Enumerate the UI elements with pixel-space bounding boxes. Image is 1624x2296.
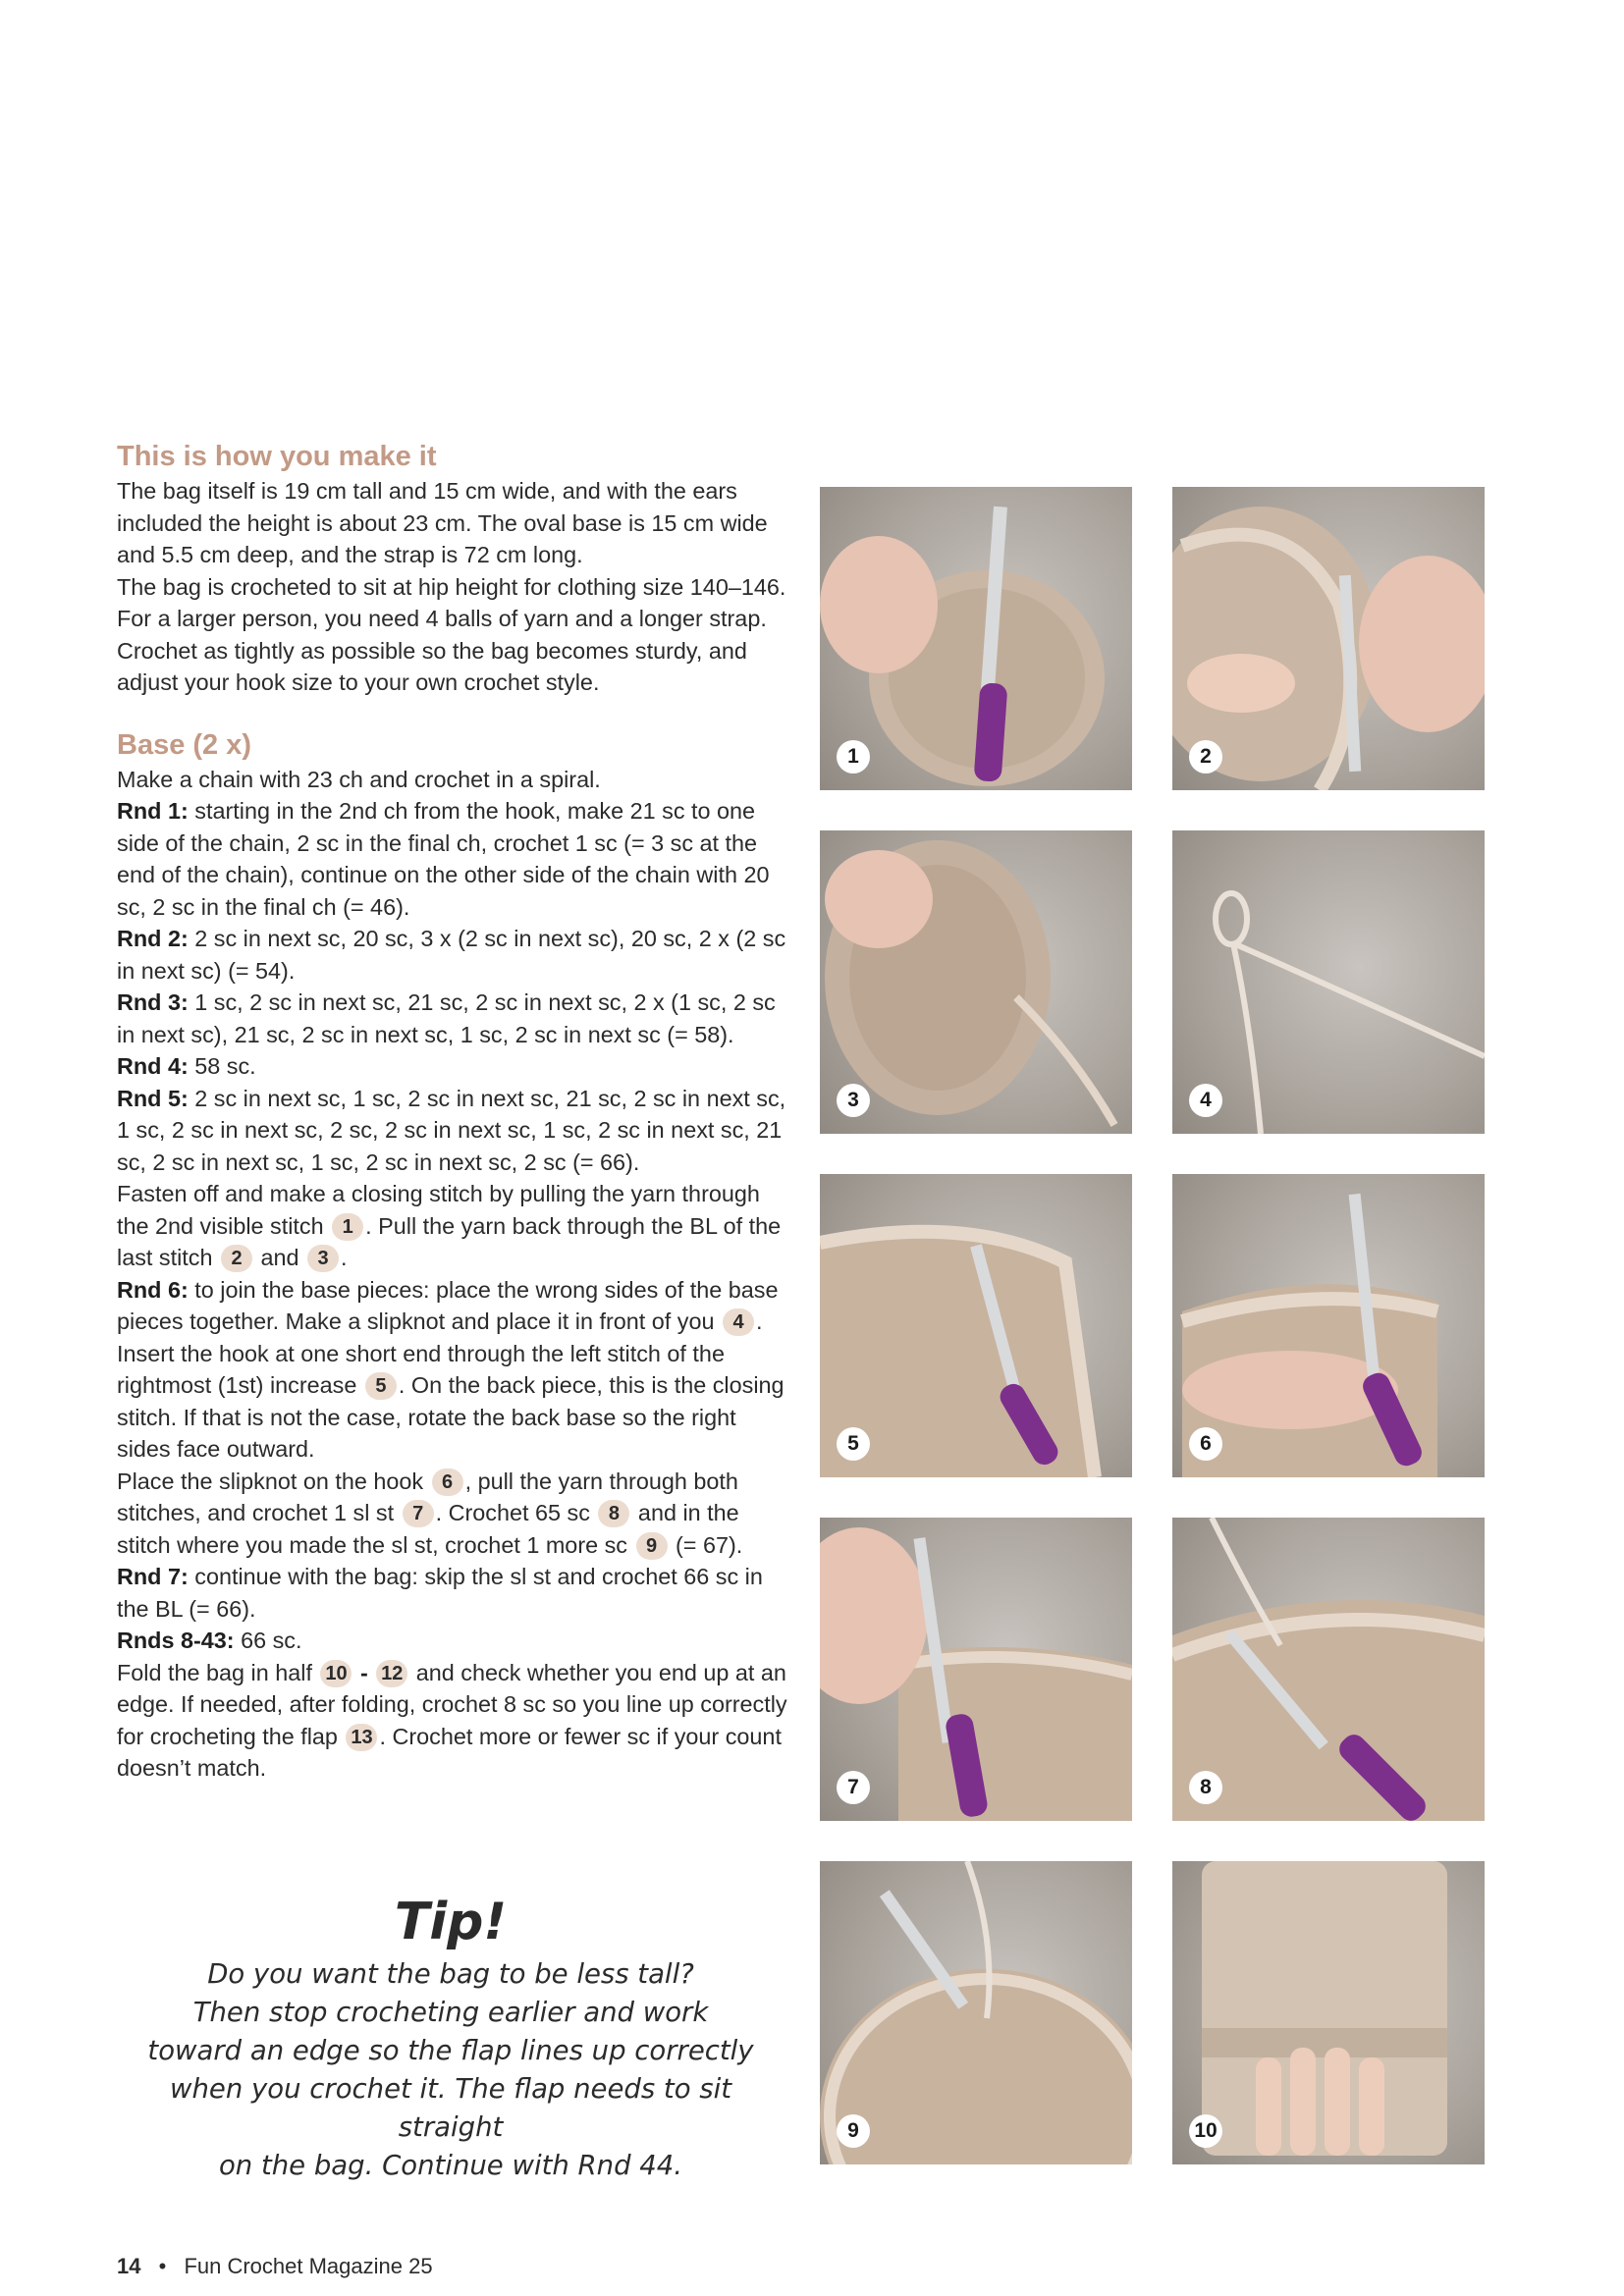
- step-badge: 9: [636, 1532, 668, 1560]
- round-4: [117, 1050, 794, 1083]
- fasten-off-paragraph: [117, 1178, 794, 1274]
- tip-line: Then stop crocheting earlier and work: [192, 1997, 709, 2028]
- fold-paragraph: [117, 1657, 794, 1785]
- step-badge: 3: [307, 1245, 339, 1272]
- round-2: [117, 923, 794, 987]
- text-run: . Crochet more or fewer sc if your count doesn’t match.: [117, 1723, 782, 1781]
- round-6: [117, 1274, 794, 1466]
- page-number: 14: [117, 2254, 141, 2278]
- crochet-photo-illustration: [1172, 487, 1485, 790]
- text-run: , pull the yarn through both stitches, and crochet 1 sl st: [117, 1468, 738, 1525]
- step-photo-6: [1172, 1174, 1485, 1477]
- photo-number: 4: [1189, 1084, 1222, 1117]
- step-badge: 6: [432, 1468, 463, 1496]
- step-badge: 10: [320, 1660, 352, 1687]
- photo-number: 1: [837, 740, 870, 774]
- step-photo-4: [1172, 830, 1485, 1134]
- round-text: 1 sc, 2 sc in next sc, 21 sc, 2 sc in next sc, 2 x (1 sc, 2 sc in next sc), 21 sc, 2 sc in next sc, 1 sc, 2 sc in next sc (= 58).: [117, 989, 776, 1047]
- round-label: Rnd 6:: [117, 1276, 189, 1303]
- step-photo-7: [820, 1518, 1132, 1821]
- section-heading: This is how you make it: [117, 441, 437, 472]
- text-run: . Insert the hook at one short end through the left stitch of the rightmost (1st) increase: [117, 1308, 763, 1398]
- text-run: . Pull the yarn back through the BL of the last stitch: [117, 1212, 782, 1270]
- crochet-photo-illustration: [820, 1518, 1132, 1821]
- step-badge: 2: [221, 1245, 252, 1272]
- tip-line: toward an edge so the flap lines up correctly: [147, 2035, 754, 2066]
- round-label: Rnd 7:: [117, 1564, 189, 1589]
- photo-number: 9: [837, 2114, 870, 2148]
- text-run: (= 67).: [669, 1531, 743, 1558]
- crochet-photo-illustration: [1172, 830, 1485, 1134]
- tip-line: when you crochet it. The flap needs to sit straight: [169, 2073, 732, 2143]
- tip-box: [117, 1893, 785, 2185]
- photo-number: 2: [1189, 740, 1222, 774]
- tip-line: on the bag. Continue with Rnd 44.: [218, 2150, 683, 2181]
- step-photo-9: [820, 1861, 1132, 2164]
- round-label: Rnd 1:: [117, 798, 189, 824]
- round-3: [117, 987, 794, 1050]
- magazine-name: Fun Crochet Magazine 25: [184, 2254, 433, 2278]
- round-1: [117, 795, 794, 923]
- photo-number: 7: [837, 1771, 870, 1804]
- range-dash: -: [353, 1659, 375, 1685]
- base-intro: Make a chain with 23 ch and crochet in a spiral.: [117, 766, 601, 792]
- text-run: Fasten off and make a closing stitch by pulling the yarn through the 2nd visible stitch: [117, 1181, 760, 1239]
- round-7: [117, 1561, 794, 1625]
- base-heading: Base (2 x): [117, 728, 252, 761]
- photo-number: 3: [837, 1084, 870, 1117]
- crochet-photo-illustration: [1172, 1518, 1485, 1821]
- crochet-photo-illustration: [820, 1174, 1132, 1477]
- rounds-8-43: [117, 1625, 794, 1657]
- round-text: 2 sc in next sc, 1 sc, 2 sc in next sc, 21 sc, 2 sc in next sc, 1 sc, 2 sc in next sc, 2 sc, 2 sc in next sc, 1 sc, 2 sc in next sc, 21 sc, 2 sc in next sc, 1 sc, 2 sc in next sc, 2 sc (= 66).: [117, 1085, 786, 1175]
- photo-number: 10: [1189, 2114, 1222, 2148]
- photo-number: 8: [1189, 1771, 1222, 1804]
- intro-paragraph-1: The bag itself is 19 cm tall and 15 cm wide, and with the ears included the height is about 23 cm. The oval base is 15 cm wide and 5.5 cm deep, and the strap is 72 cm long.: [117, 478, 768, 567]
- instructions-column: [117, 440, 794, 1785]
- step-photo-3: [820, 830, 1132, 1134]
- step-badge: 1: [332, 1213, 363, 1241]
- photo-number: 5: [837, 1427, 870, 1461]
- tip-line: Do you want the bag to be less tall?: [207, 1958, 694, 1990]
- round-text: continue with the bag: skip the sl st and crochet 66 sc in the BL (= 66).: [117, 1564, 763, 1622]
- crochet-photo-illustration: [820, 830, 1132, 1134]
- round-text: 58 sc.: [188, 1053, 256, 1079]
- step-badge: 7: [403, 1500, 434, 1527]
- step-photo-10: [1172, 1861, 1485, 2164]
- text-run: and: [254, 1245, 306, 1270]
- text-run: .: [341, 1245, 348, 1270]
- text-run: and in the stitch where you made the sl st, crochet 1 more sc: [117, 1500, 739, 1558]
- slipknot-paragraph: [117, 1466, 794, 1562]
- crochet-photo-illustration: [1172, 1861, 1485, 2164]
- step-badge: 5: [365, 1372, 397, 1400]
- tip-title: Tip!: [394, 1893, 508, 1951]
- round-label: Rnd 2:: [117, 926, 189, 951]
- step-badge: 4: [723, 1308, 754, 1336]
- step-photo-1: [820, 487, 1132, 790]
- round-text: 2 sc in next sc, 20 sc, 3 x (2 sc in next sc), 20 sc, 2 x (2 sc in next sc) (= 54).: [117, 926, 786, 984]
- text-run: . Crochet 65 sc: [435, 1500, 597, 1525]
- crochet-photo-illustration: [820, 1861, 1132, 2164]
- step-photo-2: [1172, 487, 1485, 790]
- round-5: [117, 1083, 794, 1179]
- step-photo-8: [1172, 1518, 1485, 1821]
- round-text: 66 sc.: [234, 1628, 302, 1653]
- step-badge: 8: [598, 1500, 629, 1527]
- intro-paragraph-2: The bag is crocheted to sit at hip height for clothing size 140–146. For a larger person, you need 4 balls of yarn and a longer strap. Crochet as tightly as possible so the bag becomes sturdy, and adjust your hook size to your own crochet style.: [117, 573, 786, 695]
- text-run: and check whether you end up at an edge. If needed, after folding, crochet 8 sc so you line up correctly for crocheting the flap: [117, 1659, 787, 1749]
- text-run: Fold the bag in half: [117, 1659, 319, 1685]
- round-label: Rnd 5:: [117, 1085, 189, 1111]
- step-badge: 13: [346, 1724, 377, 1751]
- text-run: . On the back piece, this is the closing stitch. If that is not the case, rotate the back base so the right sides face outward.: [117, 1372, 785, 1462]
- photo-number: 6: [1189, 1427, 1222, 1461]
- round-label: Rnd 4:: [117, 1053, 189, 1079]
- page-footer: [117, 2254, 433, 2279]
- step-photo-5: [820, 1174, 1132, 1477]
- round-label: Rnds 8-43:: [117, 1628, 235, 1653]
- crochet-photo-illustration: [820, 487, 1132, 790]
- footer-separator: •: [158, 2254, 167, 2278]
- text-run: to join the base pieces: place the wrong sides of the base pieces together. Make a slipknot and place it in front of you: [117, 1276, 779, 1334]
- round-text: starting in the 2nd ch from the hook, make 21 sc to one side of the chain, 2 sc in the final ch, crochet 1 sc (= 3 sc at the end of the chain), continue on the other side of the chain with 20 sc, 2 sc in the final ch (= 46).: [117, 798, 770, 920]
- step-badge: 12: [376, 1660, 407, 1687]
- round-label: Rnd 3:: [117, 989, 189, 1015]
- text-run: Place the slipknot on the hook: [117, 1468, 430, 1494]
- crochet-photo-illustration: [1172, 1174, 1485, 1477]
